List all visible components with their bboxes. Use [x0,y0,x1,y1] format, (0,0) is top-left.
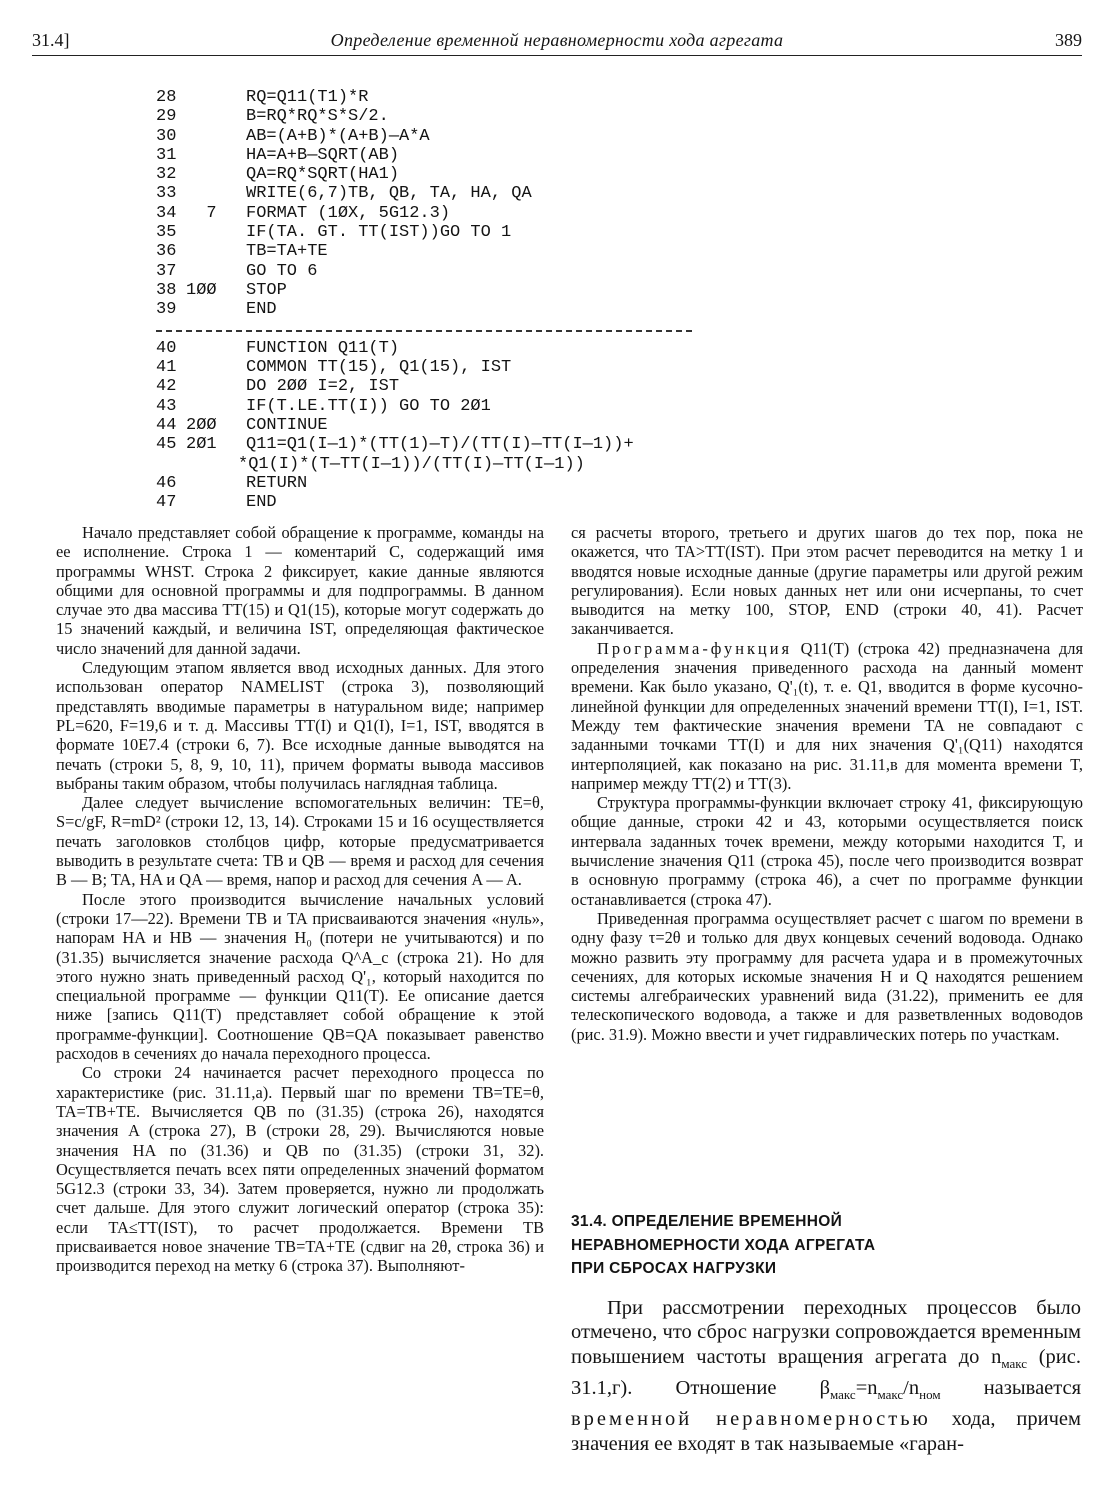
section-heading: 31.4. ОПРЕДЕЛЕНИЕ ВРЕМЕННОЙ НЕРАВНОМЕРНОСТИ ХОДА АГРЕГАТА ПРИ СБРОСАХ НАГРУЗКИ [571,1213,876,1277]
code-line: 28 RQ=Q11(T1)*R [156,88,369,107]
code-line: 35 IF(TA. GT. TT(IST))GO TO 1 [156,223,512,243]
code-line: 31 HA=A+B—SQRT(AB) [156,145,400,165]
page-number: 389 [1055,30,1082,50]
code-line: 32 QA=RQ*SQRT(HA1) [156,165,400,185]
paragraph: Далее следует вычисление вспомогательных величин: TE=θ, S=c/gF, R=mD² (строки 12, 13, 14). Строками 15 и 16 осуществляется печать заголовков столбцов цифр, которые предусматривается выводить в результате счета: TB и QB — время и расход для сечения B — B; TA, HA и QA — время, напор и расход для сечения A — A. [56,793,544,890]
listing-separator [156,320,716,339]
paragraph: После этого производится вычисление начальных условий (строки 17—22). Времени TB и TA присваиваются значения «нуль», напорам HA и HB — значения H₀ (потери не учитываются) и по (31.35) вычисляется значение расхода Q^A_c (строка 21). Но для этого нужно знать приведенный расход Q'₁, который находится по специальной программе — функции Q11(T). Ее описание дается ниже [запись Q11(T) представляет собой обращение к этой программе-функции]. Соотношение QB=QA показывает равенство расходов в сечениях до начала переходного процесса. [56,889,544,1064]
code-line: 39 END [156,300,277,320]
paragraph: Следующим этапом является ввод исходных данных. Для этого использован оператор NAMELIST (строка 3), позволяющий представлять вводимые параметры в натуральном виде; например PL=620, F=19,6 и т. д. Массивы TT(I) и Q1(I), I=1, IST, вводятся в формате 10E7.4 (строки 6, 7). Все исходные данные выводятся на печать (строки 5, 8, 9, 10, 11), причем форматы вывода массивов выбраны таким образом, чтобы получилась наглядная таблица. [56,658,544,793]
paragraph: Структура программы-функции включает строку 41, фиксирующую общие данные, строки 42 и 43, которыми осуществляется поиск интервала заданных точек времени, между которыми находится T, и вычисление значения Q11 (строка 45), после чего производится возврат в основную программу (строка 46), а счет по программе функции останавливается (строка 47). [571,793,1083,909]
paragraph: При рассмотрении переходных процессов было отмечено, что сброс нагрузки сопровождается временным повышением частоты вращения агрегата до $n_{макс}$ (рис. 31.1,г). Отношение $\beta_{макс}=n_{макс}/n_{ном}$ называется временной неравномерностью хода, причем значения ее входят в так называемые «гаран- [571,1297,1081,1455]
fortran-listing [156,88,716,513]
right-column [571,523,1083,1044]
left-column [56,523,544,1276]
running-title: Определение временной неравномерности хода агрегата [330,30,784,50]
page-header [32,30,1082,56]
paragraph: Программа-функция Q11(T) (строка 42) предназначена для определения значения приведенного расхода на данный момент времени. Как было указано, Q'₁(t), т. е. Q1, вводится в форме кусочно-линейной функции для определенных значений времени TT(I), I=1, IST. Между тем фактические значения времени TA не совпадают с заданными точками TT(I) и для них значения Q'₁(Q11) находятся интерполяцией, как показано на рис. 31.11,в для момента времени T, например между TT(2) и TT(3). [571,638,1083,793]
code-line: 37 GO TO 6 [156,261,318,281]
code-line: 47 END [156,493,277,513]
header-rule [32,55,1082,56]
code-line: 33 WRITE(6,7)TB, QB, TA, HA, QA [156,184,532,204]
code-line: 34 7 FORMAT (1ØX, 5G12.3) [156,203,451,223]
spaced-term: Программа-функция [597,638,793,658]
paragraph-continuation: ся расчеты второго, третьего и других шагов до тех пор, пока не окажется, что TA>TT(IST). При этом расчет переводится на метку 1 и вводятся новые исходные данные (другие параметры или другой режим регулирования). Если новых данных нет или они исчерпаны, то счет выводится на метку 100, STOP, END (строки 40, 41). Расчет заканчивается. [571,523,1083,639]
paragraph: Приведенная программа осуществляет расчет с шагом по времени в одну фазу τ=2θ и только для двух концевых сечений водовода. Однако можно развить эту программу для расчета удара и в промежуточных сечениях, для которых искомые значения H и Q находятся решением системы алгебраических уравнений вида (31.22), применить ее для телескопического водовода, а также и для разветвленных водоводов (рис. 31.9). Можно ввести и учет гидравлических потерь по участкам. [571,908,1083,1044]
section-intro [571,1296,1081,1456]
code-line: 42 DO 2ØØ I=2, IST [156,377,400,397]
code-line: 45 2Ø1 Q11=Q1(I—1)*(TT(1)—T)/(TT(I)—TT(I—1))+ [156,435,634,455]
code-line: 29 B=RQ*RQ*S*S/2. [156,107,389,127]
code-line: 46 RETURN [156,473,308,493]
section-number: 31.4] [32,30,70,50]
code-line-continuation: *Q1(I)*(T—TT(I—1))/(TT(I)—TT(I—1)) [238,454,585,474]
paragraph: Со строки 24 начинается расчет переходного процесса по характеристике (рис. 31.11,а). Первый шаг по времени TB=TE=θ, TA=TB+TE. Вычисляется QB по (31.35) (строка 26), находятся значения A (строка 27), B (строки 28, 29). Вычисляются новые значения HA по (31.36) и QB по (31.35) (строки 31, 32). Осуществляется печать всех пяти определенных значений форматом 5G12.3 (строки 33, 34). Затем проверяется, нужно ли продолжать счет дальше. Для этого служит логический оператор (строка 35): если TA≤TT(IST), то расчет продолжается. Времени TB присваивается новое значение TB=TA+TE (сдвиг на 2θ, строка 36) и производится переход на метку 6 (строка 37). Выполняют- [56,1063,544,1276]
paragraph: Начало представляет собой обращение к программе, команды на ее исполнение. Строка 1 — коментарий C, содержащий имя программы WHST. Строка 2 фиксирует, какие данные являются общими для основной программы и для подпрограммы. В данном случае это два массива TT(15) и Q1(15), которые могут содержать до 15 значений каждый, и величина IST, определяющая фактическое число значений для данной задачи. [56,523,544,658]
spaced-term: временной неравномерностью [571,1408,931,1431]
code-line: 30 AB=(A+B)*(A+B)—A*A [156,126,430,146]
code-line: 43 IF(T.LE.TT(I)) GO TO 2Ø1 [156,396,491,416]
code-line: 36 TB=TA+TE [156,242,328,262]
code-line: 40 FUNCTION Q11(T) [156,338,400,358]
code-line: 41 COMMON TT(15), Q1(15), IST [156,358,512,378]
code-line: 38 1ØØ STOP [156,280,287,300]
code-line: 44 2ØØ CONTINUE [156,416,328,436]
